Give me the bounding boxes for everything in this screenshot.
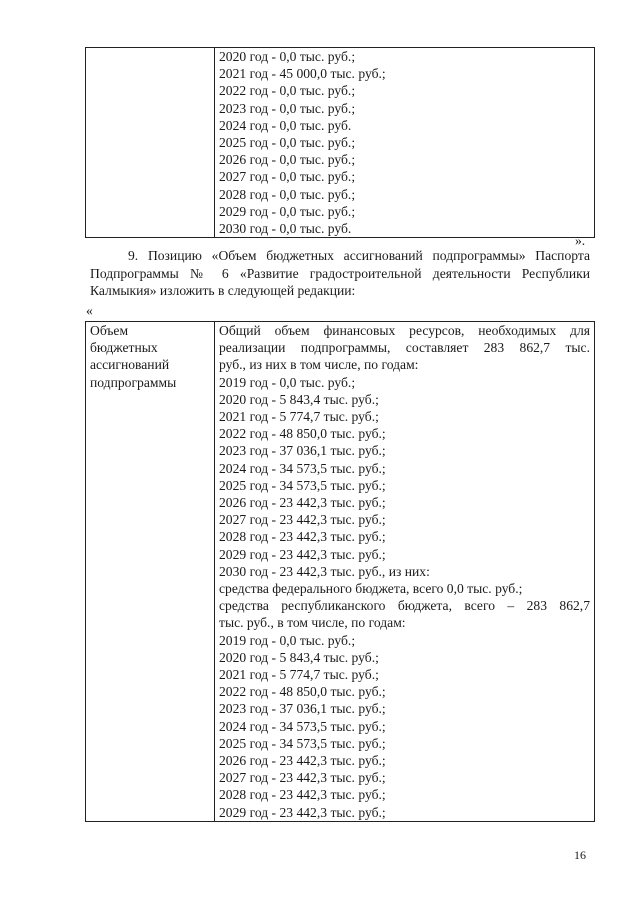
text-line: 2025 год - 34 573,5 тыс. руб.; (219, 735, 386, 751)
text-line: 2024 год - 34 573,5 тыс. руб.; (219, 718, 386, 734)
text-line: реализации подпрограммы, составляет 283 862,7 тыс. (219, 340, 590, 356)
paragraph-line: Подпрограммы № 6 «Развитие градостроительной деятельности Республики (90, 265, 590, 281)
text-line: 2030 год - 0,0 тыс. руб. (219, 221, 352, 237)
text-line: 2021 год - 5 774,7 тыс. руб.; (219, 409, 379, 425)
text-line: 2022 год - 48 850,0 тыс. руб.; (219, 684, 386, 700)
table1-left-cell (86, 48, 215, 238)
text-line: ассигнований (90, 357, 170, 373)
text-line: бюджетных (90, 340, 158, 356)
text-line: 2028 год - 0,0 тыс. руб.; (219, 186, 356, 202)
text-line: 2029 год - 0,0 тыс. руб.; (219, 203, 356, 219)
text-line: 2021 год - 45 000,0 тыс. руб.; (219, 66, 386, 82)
text-line: 2022 год - 48 850,0 тыс. руб.; (219, 426, 386, 442)
text-line: 2026 год - 23 442,3 тыс. руб.; (219, 495, 386, 511)
text-line: 2020 год - 5 843,4 тыс. руб.; (219, 649, 379, 665)
text-line: 2029 год - 23 442,3 тыс. руб.; (219, 804, 386, 820)
text-line: тыс. руб., в том числе, по годам: (219, 615, 406, 631)
text-line: 2028 год - 23 442,3 тыс. руб.; (219, 787, 386, 803)
funding-table-continuation (85, 47, 595, 238)
text-line: 2019 год - 0,0 тыс. руб.; (219, 632, 356, 648)
text-line: руб., из них в том числе, по годам: (219, 357, 419, 373)
instruction-paragraph (90, 247, 590, 300)
text-line: 2029 год - 23 442,3 тыс. руб.; (219, 546, 386, 562)
text-line: 2023 год - 37 036,1 тыс. руб.; (219, 443, 386, 459)
text-line: 2020 год - 5 843,4 тыс. руб.; (219, 391, 379, 407)
text-line: 2027 год - 23 442,3 тыс. руб.; (219, 770, 386, 786)
text-line: 2030 год - 23 442,3 тыс. руб., из них: (219, 563, 430, 579)
table1-right-cell (215, 48, 595, 238)
closing-quote: ». (575, 233, 586, 248)
text-line: 2021 год - 5 774,7 тыс. руб.; (219, 667, 379, 683)
text-line: 2026 год - 0,0 тыс. руб.; (219, 152, 356, 168)
page-number: 16 (574, 848, 586, 862)
text-line: 2019 год - 0,0 тыс. руб.; (219, 374, 356, 390)
text-line: Общий объем финансовых ресурсов, необходимых для (219, 323, 590, 338)
text-line: средства республиканского бюджета, всего – 283 862,7 (219, 598, 590, 614)
text-line: 2023 год - 37 036,1 тыс. руб.; (219, 701, 386, 717)
budget-allocations-table (85, 321, 595, 822)
text-line: 2026 год - 23 442,3 тыс. руб.; (219, 753, 386, 769)
text-line: 2025 год - 0,0 тыс. руб.; (219, 135, 356, 151)
allocation-label-cell (86, 322, 215, 822)
paragraph-line: 9. Позицию «Объем бюджетных ассигнований подпрограммы» Паспорта (128, 248, 590, 263)
text-line: 2027 год - 0,0 тыс. руб.; (219, 169, 356, 185)
text-line: 2024 год - 34 573,5 тыс. руб.; (219, 460, 386, 476)
text-line: 2022 год - 0,0 тыс. руб.; (219, 83, 356, 99)
text-line: 2027 год - 23 442,3 тыс. руб.; (219, 512, 386, 528)
text-line: 2020 год - 0,0 тыс. руб.; (219, 49, 356, 64)
text-line: 2025 год - 34 573,5 тыс. руб.; (219, 477, 386, 493)
text-line: 2024 год - 0,0 тыс. руб. (219, 117, 352, 133)
text-line: 2028 год - 23 442,3 тыс. руб.; (219, 529, 386, 545)
text-line: Объем (90, 323, 129, 338)
allocation-values-cell (215, 322, 595, 822)
text-line: 2023 год - 0,0 тыс. руб.; (219, 100, 356, 116)
opening-quote: « (86, 303, 93, 318)
text-line: подпрограммы (90, 374, 177, 390)
text-line: средства федерального бюджета, всего 0,0 тыс. руб.; (219, 581, 523, 597)
paragraph-line: Калмыкия» изложить в следующей редакции: (90, 283, 356, 299)
